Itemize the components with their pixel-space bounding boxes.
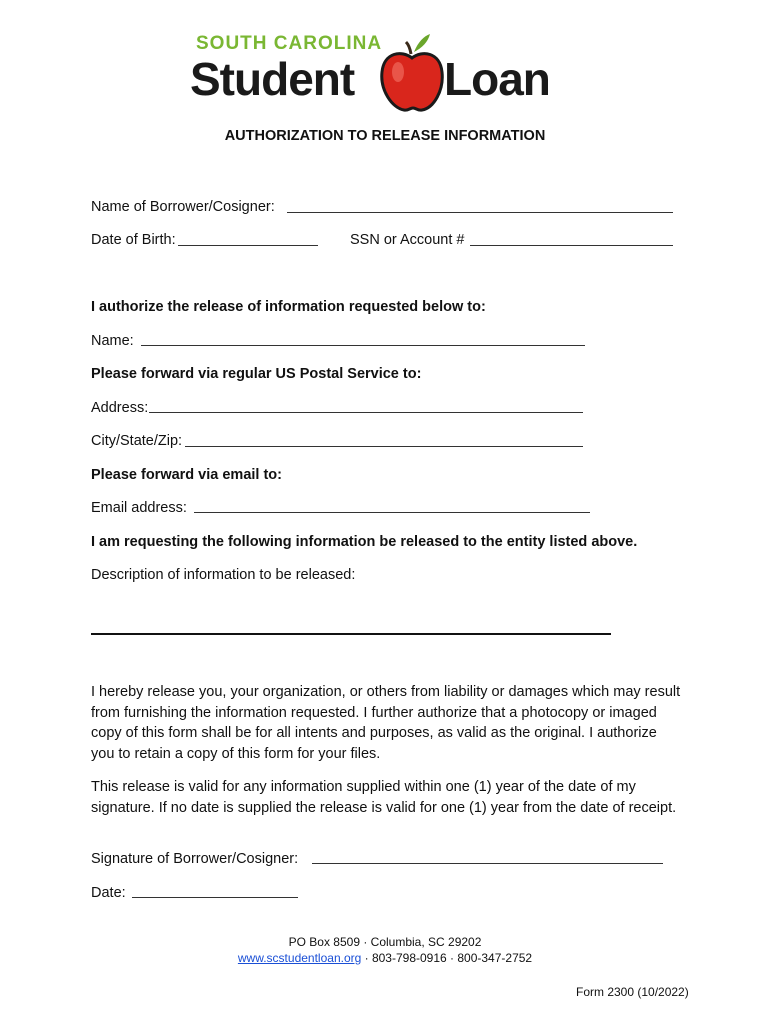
description-label: Description of information to be released: [91,567,356,583]
recipient-name-field[interactable] [141,345,585,346]
footer-contact [0,951,770,965]
form-number: Form 2300 (10/2022) [576,985,689,999]
description-field[interactable] [91,633,611,635]
dob-field[interactable] [178,245,318,246]
city-state-zip-field[interactable] [185,446,583,447]
logo-state-text: SOUTH CAROLINA [196,33,383,54]
email-heading: Please forward via email to: [91,467,282,483]
logo-word-student: Student [190,53,355,105]
authorize-heading: I authorize the release of information requested below to: [91,299,486,315]
address-label: Address: [91,400,149,416]
email-field[interactable] [194,512,590,513]
form-title: AUTHORIZATION TO RELEASE INFORMATION [224,128,546,144]
signature-field[interactable] [312,863,663,864]
email-label: Email address: [91,500,187,516]
date-label: Date: [91,885,126,901]
dob-label: Date of Birth: [91,232,176,248]
logo-word-loan: Loan [444,53,550,105]
footer-phones: · 803-798-0916 · 800-347-2752 [361,951,533,965]
validity-paragraph: This release is valid for any information supplied within one (1) year of the date of my signature. If no date is supplied the release is valid for one (1) year from the date of receipt. [91,779,677,816]
recipient-name-label: Name: [91,333,134,349]
website-link[interactable]: www.scstudentloan.org [237,951,362,965]
signature-label: Signature of Borrower/Cosigner: [91,851,299,867]
footer-address: PO Box 8509 · Columbia, SC 29202 [288,935,482,949]
release-paragraph: I hereby release you, your organization, or others from liability or damages which may result from furnishing the information requested. I further authorize that a photocopy or imaged copy of this form shall be for all intents and purposes, as valid as the original. I authorize you to retain a copy of this form for your files. [91,684,681,762]
apple-icon [378,32,448,116]
postal-heading: Please forward via regular US Postal Service to: [91,366,422,382]
borrower-name-field[interactable] [287,212,673,213]
ssn-label: SSN or Account # [350,232,465,248]
borrower-name-label: Name of Borrower/Cosigner: [91,199,275,215]
city-state-zip-label: City/State/Zip: [91,433,183,449]
ssn-field[interactable] [470,245,673,246]
requesting-heading: I am requesting the following information be released to the entity listed above. [91,534,638,550]
date-field[interactable] [132,897,298,898]
address-field[interactable] [149,412,583,413]
